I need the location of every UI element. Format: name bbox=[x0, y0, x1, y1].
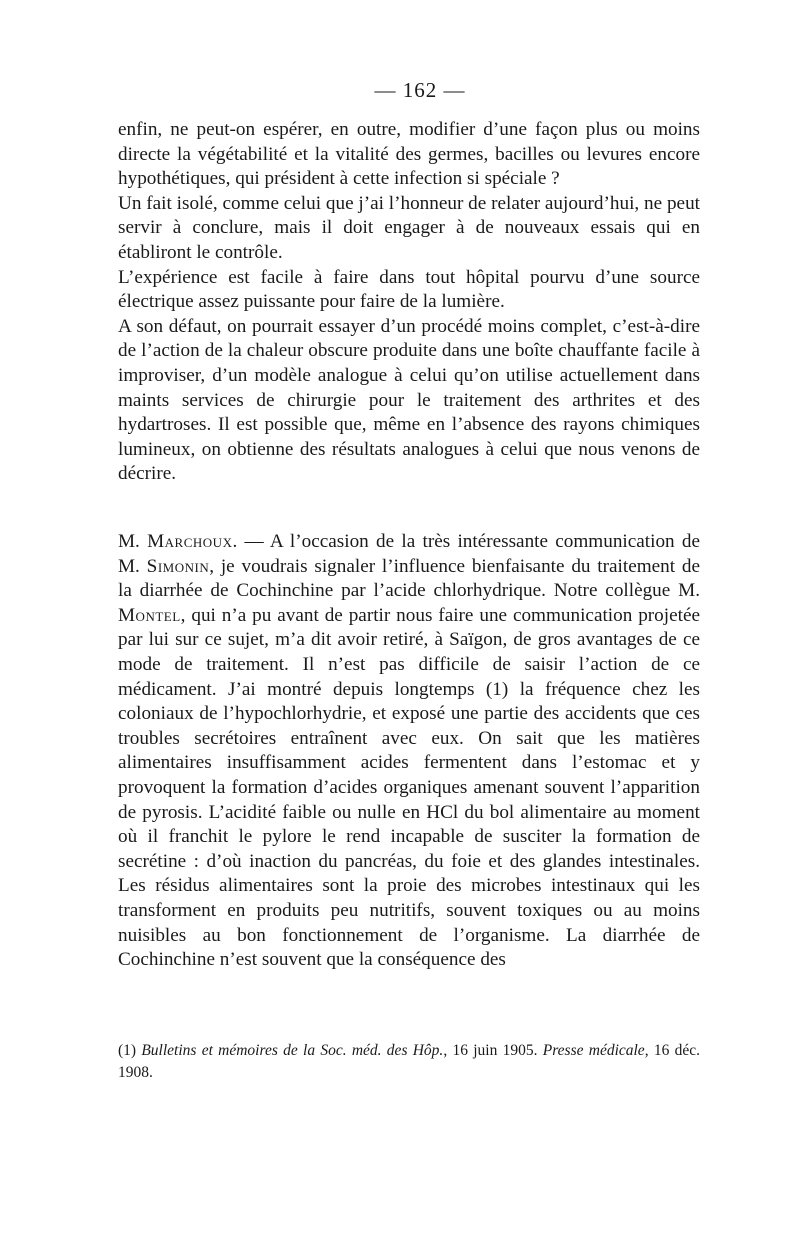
marchoux-text-3: , qui n’a pu avant de partir nous faire une communication projetée par lui sur ce sujet, m’a dit avoir retiré, à Saïgon, de gros avantages de ce mode de traitement. Il n’est pas difficile de saisir l’action de ce médicament. J’ai montré depuis longtemps (1) la fréquence chez les coloniaux de l’hypochlorhydrie, et exposé une partie des accidents que ces troubles secrétoires entraînent avec eux. On sait que les matières alimentaires insuffisamment acides fermentent dans l’estomac et y provoquent la formation d’acides organiques amenant souvent l’apparition de pyrosis. L’acidité faible ou nulle en HCl du bol alimentaire au moment où il franchit le pylore le rend incapable de susciter la formation de secrétine : d’où inaction du pancréas, du foie et des glandes intestinales. Les résidus alimentaires sont la proie des microbes intestinaux qui les transforment en produits peu nutritifs, souvent toxiques ou au moins nuisibles au bon fonctionnement de l’organisme. La diarrhée de Cochinchine n’est souvent que la conséquence des bbox=[118, 604, 700, 971]
page-number: — 162 — bbox=[374, 78, 466, 102]
name-simonin: Simonin bbox=[146, 555, 210, 577]
footnote bbox=[118, 1040, 700, 1084]
paragraph-marchoux bbox=[118, 530, 700, 973]
footnote-date-1: , 16 juin 1905. bbox=[443, 1042, 543, 1059]
footnote-date-2: , 16 déc. 1908. bbox=[118, 1042, 700, 1081]
marchoux-text-2: , je voudrais signaler l’influence bienfaisante du traitement de la diarrhée de Cochinchine par l’acide chlorhydrique. Notre collègue M. bbox=[118, 555, 701, 602]
speaker-prefix: M. bbox=[118, 531, 148, 552]
paragraph-continuation: enfin, ne peut-on espérer, en outre, modifier d’une façon plus ou moins directe la végétabilité et la vitalité des germes, bacilles ou levures encore hypothétiques, qui président à cette infection si spéciale ? bbox=[118, 119, 700, 190]
paragraph-experience: L’expérience est facile à faire dans tout hôpital pourvu d’une source électrique assez puissante pour faire de la lumière. bbox=[118, 266, 700, 313]
footnote-marker: (1) bbox=[118, 1042, 142, 1059]
footnote-source: Bulletins et mémoires de la Soc. méd. des Hôp. bbox=[141, 1042, 444, 1059]
paragraph-fait-isole: Un fait isolé, comme celui que j’ai l’honneur de relater aujourd’hui, ne peut servir à conclure, mais il doit engager à de nouveaux essais qui en établiront le contrôle. bbox=[118, 192, 700, 263]
footnote-journal: Presse médicale bbox=[542, 1042, 645, 1059]
body-text-marchoux bbox=[118, 530, 700, 973]
name-montel: Montel bbox=[118, 604, 181, 626]
body-text-top bbox=[118, 118, 700, 487]
paragraph-son-defaut: A son défaut, on pourrait essayer d’un procédé moins complet, c’est-à-dire de l’action de la chaleur obscure produite dans une boîte chauffante facile à improviser, d’un modèle analogue à celui qu’on utilise actuellement dans maints services de chirurgie pour le traitement des arthrites et des hydartroses. Il est possible que, même en l’absence des rayons chimiques lumineux, on obtienne des résultats analogues à celui que nous venons de décrire. bbox=[118, 315, 700, 485]
marchoux-text-1: . — A l’occasion de la très intéressante communication de M. bbox=[118, 531, 700, 577]
speaker-name: Marchoux bbox=[147, 531, 233, 552]
